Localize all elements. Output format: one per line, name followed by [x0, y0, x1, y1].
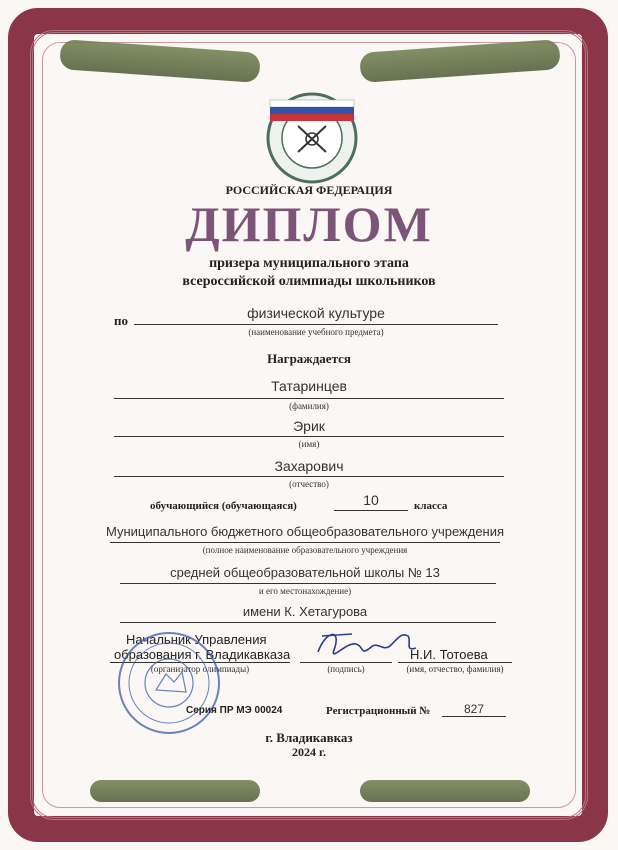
subject-underline: [134, 324, 498, 325]
school-underline1: [110, 542, 500, 543]
subject-value: физической культуре: [247, 305, 385, 321]
city: г. Владикавказ: [265, 730, 353, 745]
student-label: обучающийся (обучающаяся): [150, 500, 297, 512]
grade-value: 10: [363, 492, 379, 508]
subtitle-line1: призера муниципального этапа: [209, 256, 409, 271]
awarded-label: Награждается: [267, 351, 351, 366]
diploma-title: ДИПЛОМ: [185, 196, 433, 252]
school-caption2: и его местонахождение): [258, 586, 352, 596]
patronymic-caption: (отчество): [289, 479, 329, 489]
name-caption: (имя): [298, 439, 320, 449]
grade-label: класса: [414, 500, 448, 512]
subject-prefix: по: [114, 313, 128, 328]
school-line2: средней общеобразовательной школы № 13: [170, 565, 440, 580]
olympiad-emblem: [262, 86, 362, 184]
year: 2024 г.: [291, 745, 327, 759]
registration-label: Регистрационный №: [326, 705, 431, 717]
grade-underline: [334, 510, 408, 511]
subtitle-line2: всероссийской олимпиады школьников: [182, 274, 436, 289]
handwritten-signature: [312, 622, 422, 666]
signature-caption: (подпись): [327, 664, 365, 674]
patronymic-underline: [114, 476, 504, 477]
official-title-line2: образования г. Владикавказа: [114, 647, 291, 662]
surname-underline: [114, 398, 504, 399]
registration-value: 827: [463, 702, 485, 716]
name-underline: [114, 436, 504, 437]
surname-value: Татаринцев: [271, 378, 347, 394]
school-line3: имени К. Хетагурова: [242, 604, 368, 619]
registration-underline: [442, 716, 506, 717]
country-name: РОССИЙСКАЯ ФЕДЕРАЦИЯ: [225, 183, 393, 197]
school-line1: Муниципального бюджетного общеобразовательного учреждения: [105, 524, 505, 539]
signer-underline: [398, 662, 512, 663]
signature-underline: [300, 662, 392, 663]
series-number: Серия ПР МЭ 00024: [186, 705, 283, 716]
official-stamp: [116, 630, 222, 736]
subject-caption: (наименование учебного предмета): [248, 327, 384, 337]
school-caption1: (полное наименование образовательного учреждения: [202, 545, 408, 555]
signer-name: Н.И. Тотоева: [410, 647, 488, 662]
school-underline2: [120, 583, 496, 584]
official-caption: (организатор олимпиады): [150, 664, 250, 674]
ribbon-bottom-left: [90, 780, 260, 802]
surname-caption: (фамилия): [289, 401, 329, 411]
name-value: Эрик: [293, 418, 325, 434]
ribbon-bottom-right: [360, 780, 530, 802]
patronymic-value: Захарович: [274, 458, 344, 474]
signer-caption: (имя, отчество, фамилия): [406, 664, 504, 674]
official-title-line1: Начальник Управления: [126, 632, 267, 647]
school-underline3: [120, 622, 496, 623]
